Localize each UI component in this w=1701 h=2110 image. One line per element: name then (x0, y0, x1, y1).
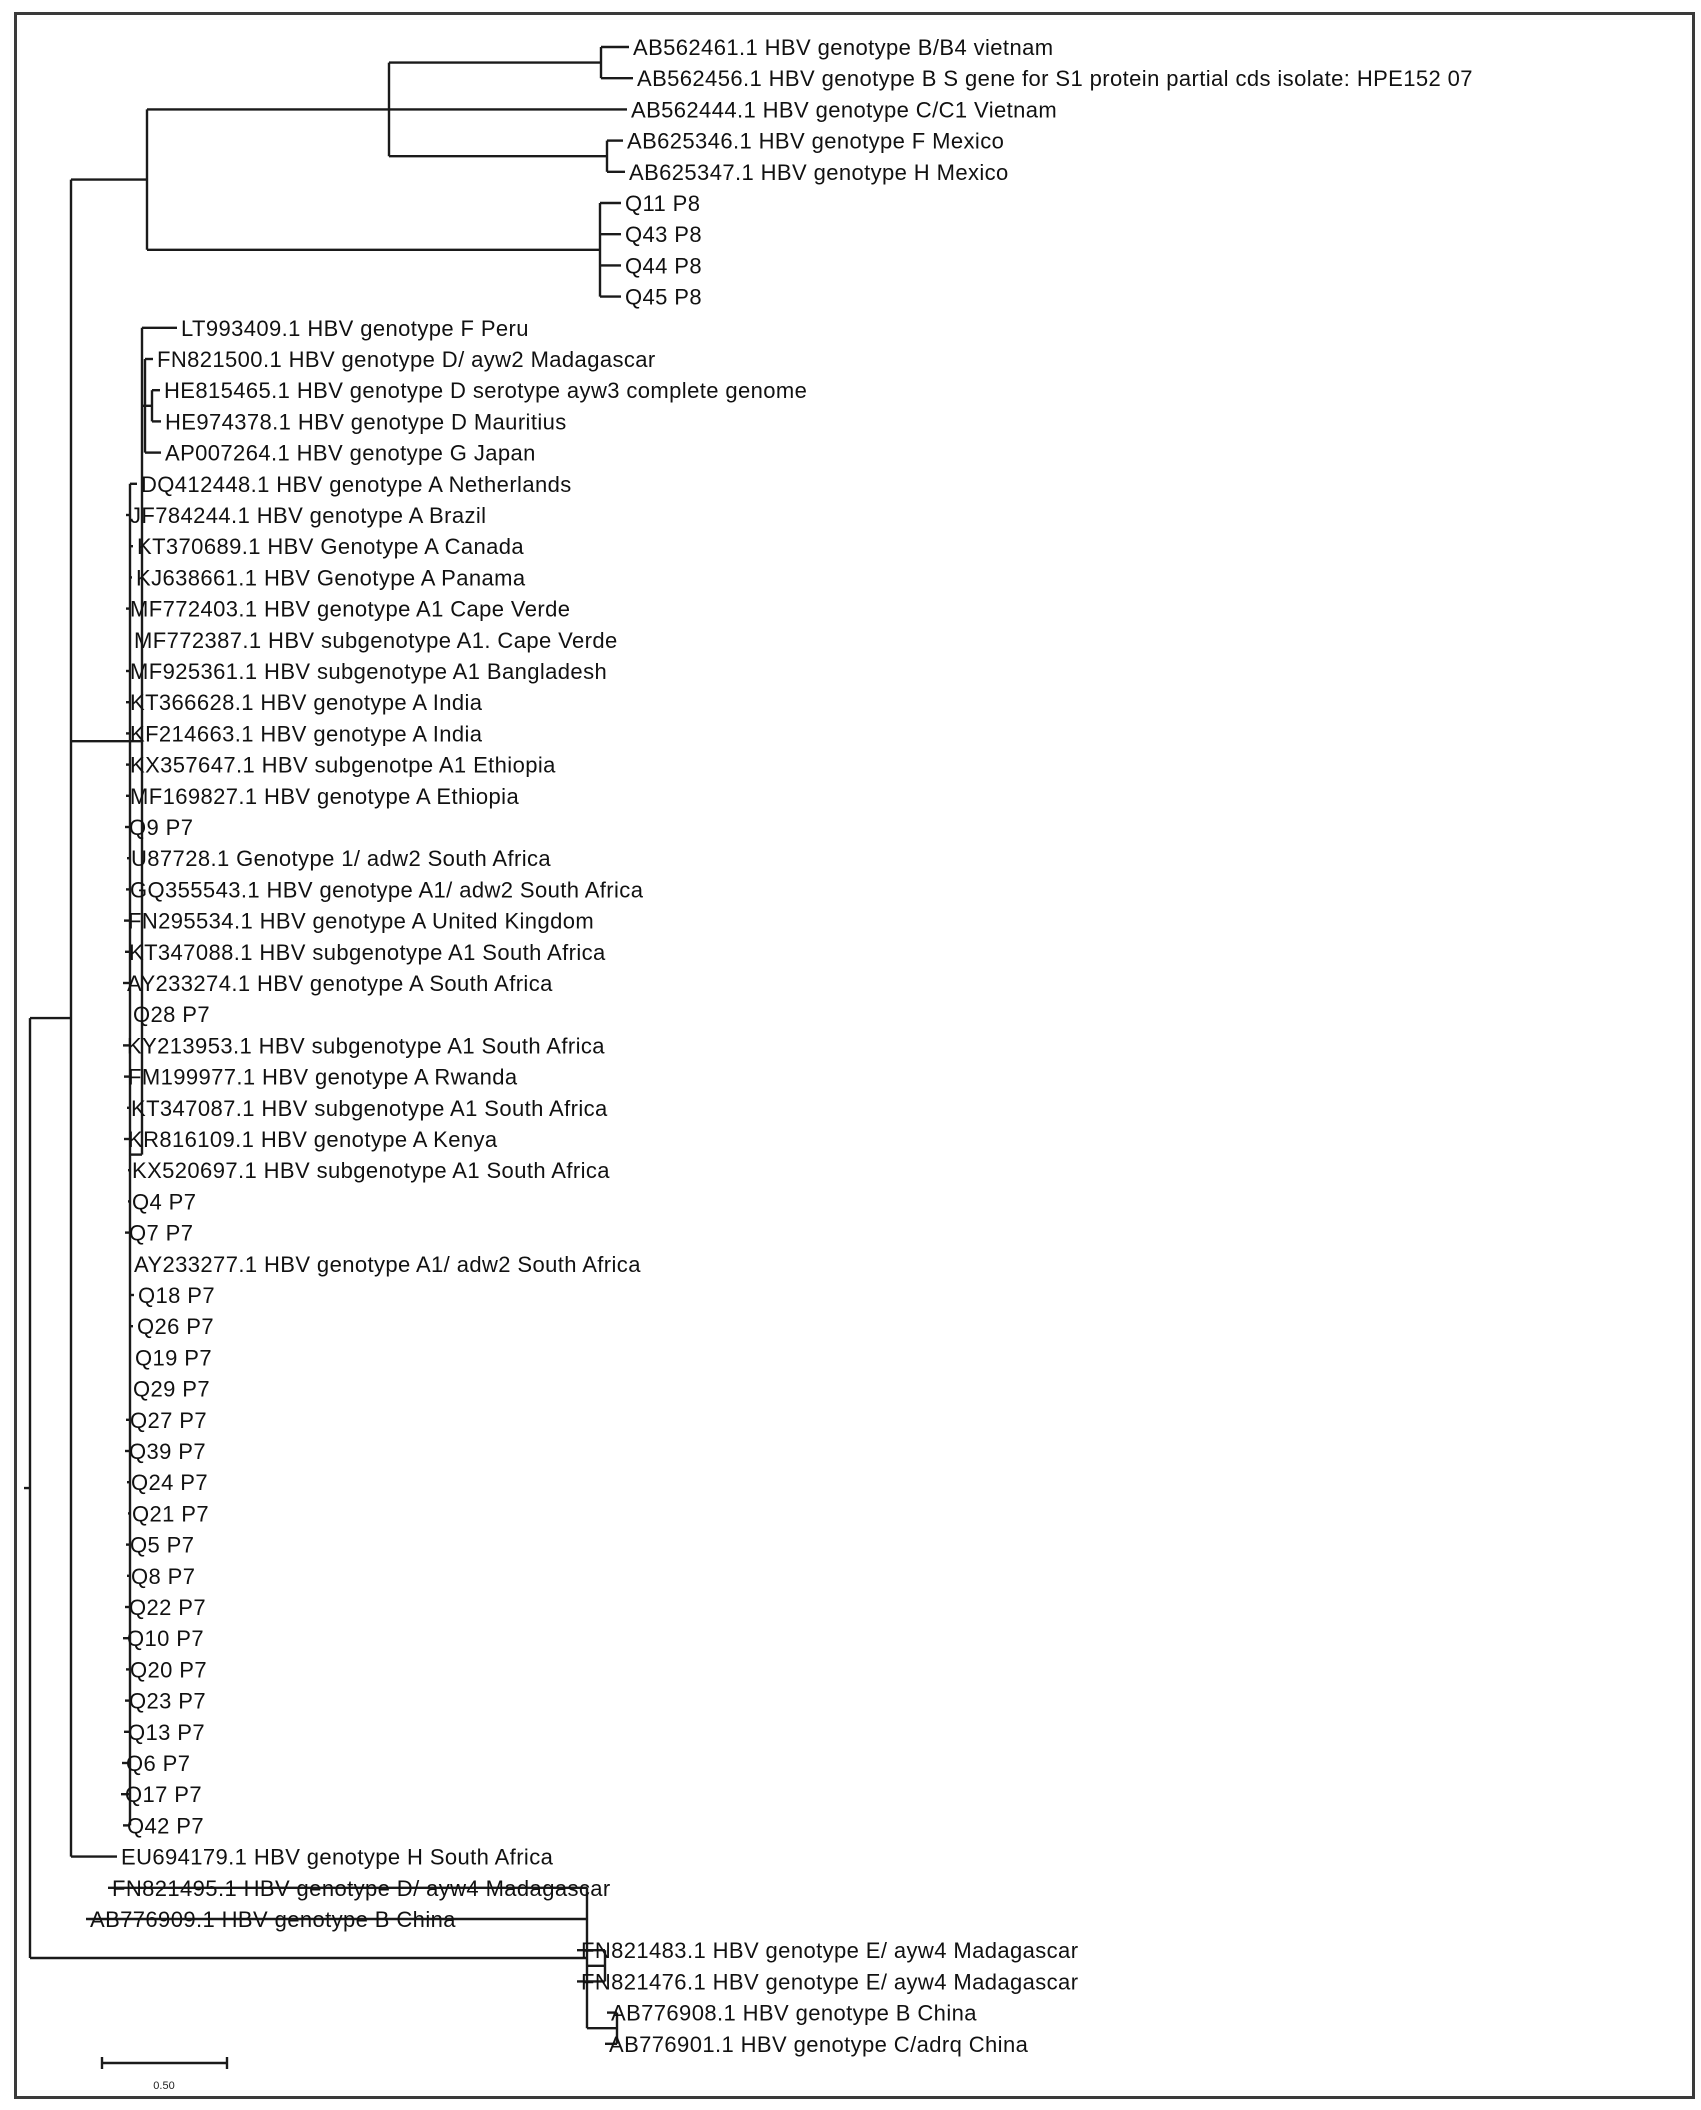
taxon-label: Q21 P7 (132, 1501, 210, 1527)
taxon-label: Q39 P7 (129, 1439, 207, 1464)
tree-frame (14, 12, 1695, 2099)
taxon-label: FN821476.1 HBV genotype E/ ayw4 Madagascar (581, 1969, 1079, 1995)
taxon-label: Q7 P7 (129, 1220, 194, 1246)
taxon-label: Q5 P7 (130, 1532, 195, 1558)
taxon-label: KT366628.1 HBV genotype A India (130, 690, 483, 716)
taxon-label: Q22 P7 (129, 1595, 207, 1620)
taxon-label: Q8 P7 (131, 1563, 196, 1589)
taxon-label: Q44 P8 (625, 253, 703, 279)
taxon-label: DQ412448.1 HBV genotype A Netherlands (141, 471, 572, 497)
taxon-label: Q26 P7 (137, 1314, 215, 1340)
taxon-label: Q6 P7 (126, 1751, 191, 1776)
taxon-label: AB625347.1 HBV genotype H Mexico (629, 159, 1009, 185)
taxon-label: HE974378.1 HBV genotype D Mauritius (165, 409, 567, 435)
taxon-label: KX357647.1 HBV subgenotpe A1 Ethiopia (130, 752, 556, 778)
taxon-label: U87728.1 Genotype 1/ adw2 South Africa (131, 846, 552, 872)
taxon-label: Q45 P8 (625, 284, 703, 310)
taxon-label: Q19 P7 (135, 1345, 213, 1371)
taxon-label: FN821483.1 HBV genotype E/ ayw4 Madagascar (581, 1938, 1079, 1964)
scale-bar-label: 0.50 (153, 2080, 175, 2092)
taxon-label: Q29 P7 (133, 1376, 211, 1402)
taxon-label: KT347087.1 HBV subgenotype A1 South Africa (131, 1095, 608, 1121)
taxon-label: KF214663.1 HBV genotype A India (130, 721, 483, 747)
taxon-label: Q13 P7 (128, 1719, 206, 1745)
taxon-label: Q4 P7 (132, 1189, 197, 1215)
taxon-label: AY233274.1 HBV genotype A South Africa (127, 971, 553, 996)
taxon-label: AP007264.1 HBV genotype G Japan (165, 440, 536, 466)
taxon-label: Q9 P7 (129, 815, 194, 840)
taxon-label: Q18 P7 (138, 1283, 216, 1308)
taxon-label: AB776908.1 HBV genotype B China (611, 2000, 977, 2026)
taxon-label: Q28 P7 (133, 1002, 211, 1028)
taxon-label: EU694179.1 HBV genotype H South Africa (121, 1844, 554, 1870)
taxon-label: MF772387.1 HBV subgenotype A1. Cape Verde (134, 627, 618, 653)
taxon-label: AY233277.1 HBV genotype A1/ adw2 South Africa (134, 1251, 641, 1277)
taxon-label: AB562444.1 HBV genotype C/C1 Vietnam (631, 97, 1058, 123)
taxon-label: AB625346.1 HBV genotype F Mexico (627, 128, 1005, 154)
taxon-label: FN821495.1 HBV genotype D/ ayw4 Madagascar (112, 1875, 611, 1901)
taxon-label: JF784244.1 HBV genotype A Brazil (130, 503, 487, 528)
phylogenetic-tree (17, 15, 1692, 2096)
taxon-label: Q17 P7 (125, 1782, 203, 1808)
taxon-label: MF169827.1 HBV genotype A Ethiopia (130, 783, 520, 809)
taxon-label: AB776901.1 HBV genotype C/adrq China (609, 2031, 1029, 2057)
taxon-label: Q20 P7 (130, 1657, 208, 1683)
taxon-label: KT347088.1 HBV subgenotype A1 South Africa (129, 939, 606, 965)
taxon-label: Q43 P8 (625, 222, 703, 248)
taxon-label: HE815465.1 HBV genotype D serotype ayw3 complete genome (164, 378, 808, 404)
taxon-label: FN295534.1 HBV genotype A United Kingdom (128, 908, 595, 934)
taxon-label: KX520697.1 HBV subgenotype A1 South Africa (132, 1158, 610, 1184)
taxon-label: Q42 P7 (127, 1813, 205, 1839)
taxon-label: KY213953.1 HBV subgenotype A1 South Africa (127, 1033, 605, 1059)
taxon-label: AB562456.1 HBV genotype B S gene for S1 protein partial cds isolate: HPE152 07 (637, 66, 1473, 92)
taxon-label: Q11 P8 (625, 191, 701, 216)
taxon-labels (90, 35, 1473, 2057)
taxon-label: KT370689.1 HBV Genotype A Canada (137, 534, 525, 560)
taxon-label: LT993409.1 HBV genotype F Peru (181, 315, 529, 341)
taxon-label: Q27 P7 (130, 1407, 208, 1433)
taxon-label: AB776909.1 HBV genotype B China (90, 1907, 456, 1932)
taxon-label: MF772403.1 HBV genotype A1 Cape Verde (130, 596, 571, 622)
taxon-label: GQ355543.1 HBV genotype A1/ adw2 South Africa (130, 877, 644, 903)
scale-bar (102, 2057, 227, 2092)
taxon-label: MF925361.1 HBV subgenotype A1 Bangladesh (130, 659, 608, 684)
taxon-label: Q23 P7 (129, 1688, 207, 1714)
taxon-label: Q10 P7 (127, 1626, 205, 1652)
taxon-label: KR816109.1 HBV genotype A Kenya (128, 1127, 498, 1152)
taxon-label: FN821500.1 HBV genotype D/ ayw2 Madagascar (157, 347, 656, 372)
taxon-label: Q24 P7 (131, 1470, 209, 1496)
taxon-label: KJ638661.1 HBV Genotype A Panama (136, 565, 526, 591)
taxon-label: AB562461.1 HBV genotype B/B4 vietnam (633, 35, 1054, 60)
taxon-label: FM199977.1 HBV genotype A Rwanda (128, 1064, 518, 1090)
